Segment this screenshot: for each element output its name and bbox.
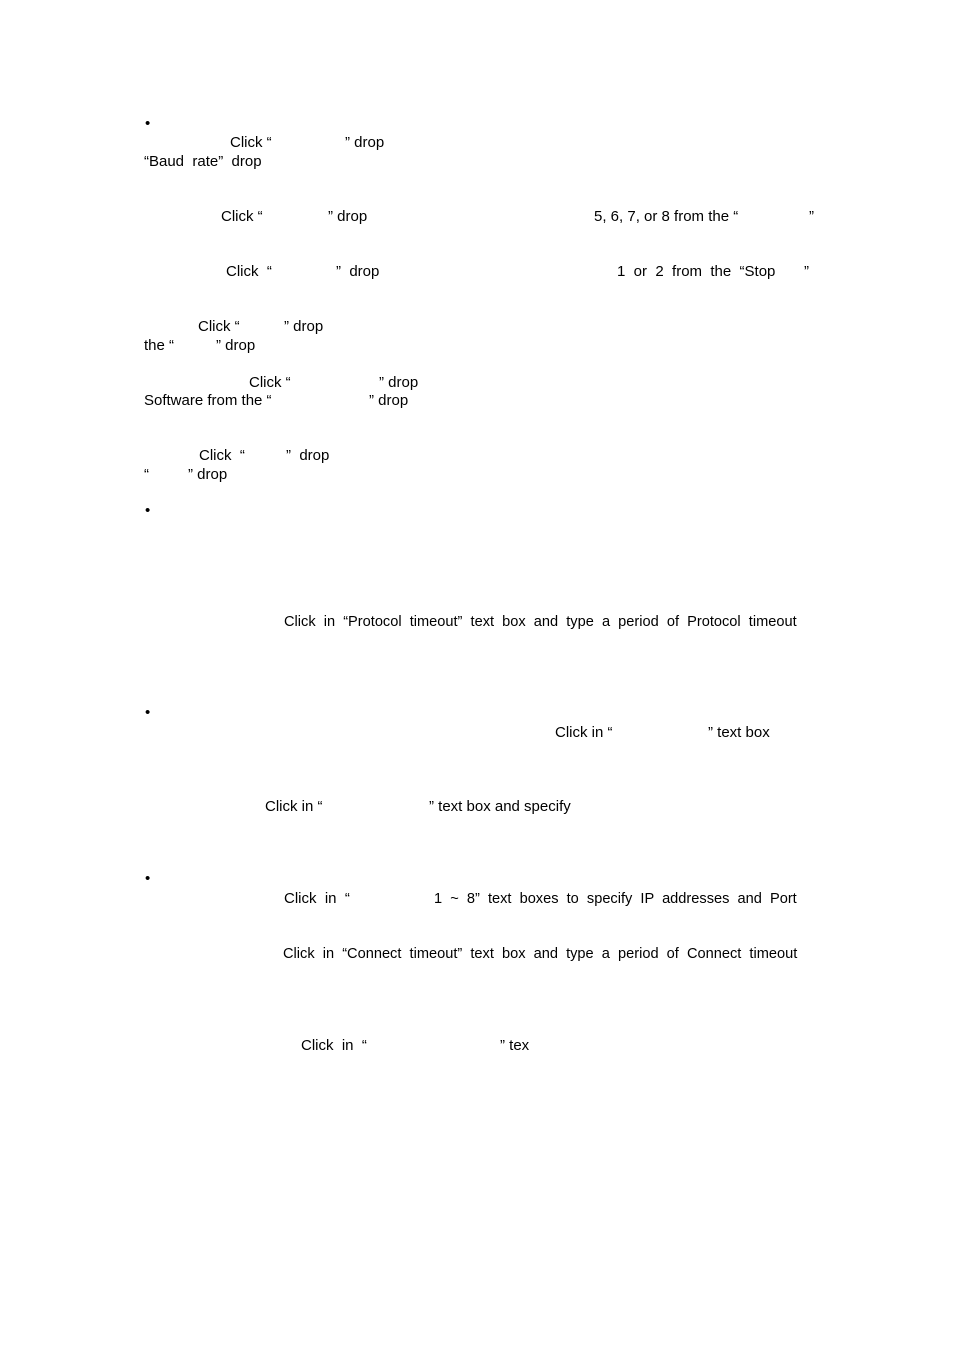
tcp-textbox-text: ” text box [708, 724, 770, 741]
flow-drop2-text: ” drop [369, 392, 409, 409]
baud-label-text: “Baud rate” drop [144, 153, 262, 170]
stop-bits-click-text: Click “ [226, 263, 272, 280]
fifo-drop2-text: ” drop [188, 466, 228, 483]
flow-click-text: Click “ [249, 374, 291, 391]
fifo-click-text: Click “ [199, 447, 245, 464]
data-bits-close-quote: ” [809, 208, 814, 225]
bullet-protocol: • [145, 502, 151, 519]
parity-drop2-text: ” drop [216, 337, 256, 354]
flow-drop-text: ” drop [379, 374, 419, 391]
protocol-timeout-text: Click in “Protocol timeout” text box and type a period of Protocol timeout [284, 614, 797, 630]
parity-drop-text: ” drop [284, 318, 324, 335]
data-bits-values-text: 5, 6, 7, or 8 from the “ [594, 208, 739, 225]
parity-click-text: Click “ [198, 318, 240, 335]
bullet-serial-settings: • [145, 115, 151, 132]
last-tex-text: ” tex [500, 1037, 530, 1054]
fifo-open-quote: “ [144, 466, 149, 483]
bullet-tcp: • [145, 704, 151, 721]
fifo-drop-text: ” drop [286, 447, 330, 464]
tcp-click-text: Click in “ [555, 724, 613, 741]
idle-click-text: Click in “ [265, 798, 323, 815]
stop-bits-values-text: 1 or 2 from the “Stop [617, 263, 776, 280]
stop-bits-close-quote: ” [804, 263, 809, 280]
flow-software-text: Software from the “ [144, 392, 272, 409]
ip-click-text: Click in “ [284, 890, 350, 907]
data-bits-click-text: Click “ [221, 208, 263, 225]
baud-drop-text: ” drop [345, 134, 385, 151]
stop-bits-drop-text: ” drop [336, 263, 380, 280]
connect-timeout-text: Click in “Connect timeout” text box and type a period of Connect timeout [283, 946, 798, 962]
bullet-ip: • [145, 870, 151, 887]
parity-the-text: the “ [144, 337, 175, 354]
data-bits-drop-text: ” drop [328, 208, 368, 225]
last-click-text: Click in “ [301, 1037, 367, 1054]
ip-boxes-text: 1 ~ 8” text boxes to specify IP addresses and Port [434, 891, 797, 907]
baud-click-text: Click “ [230, 134, 272, 151]
idle-specify-text: ” text box and specify [429, 798, 571, 815]
